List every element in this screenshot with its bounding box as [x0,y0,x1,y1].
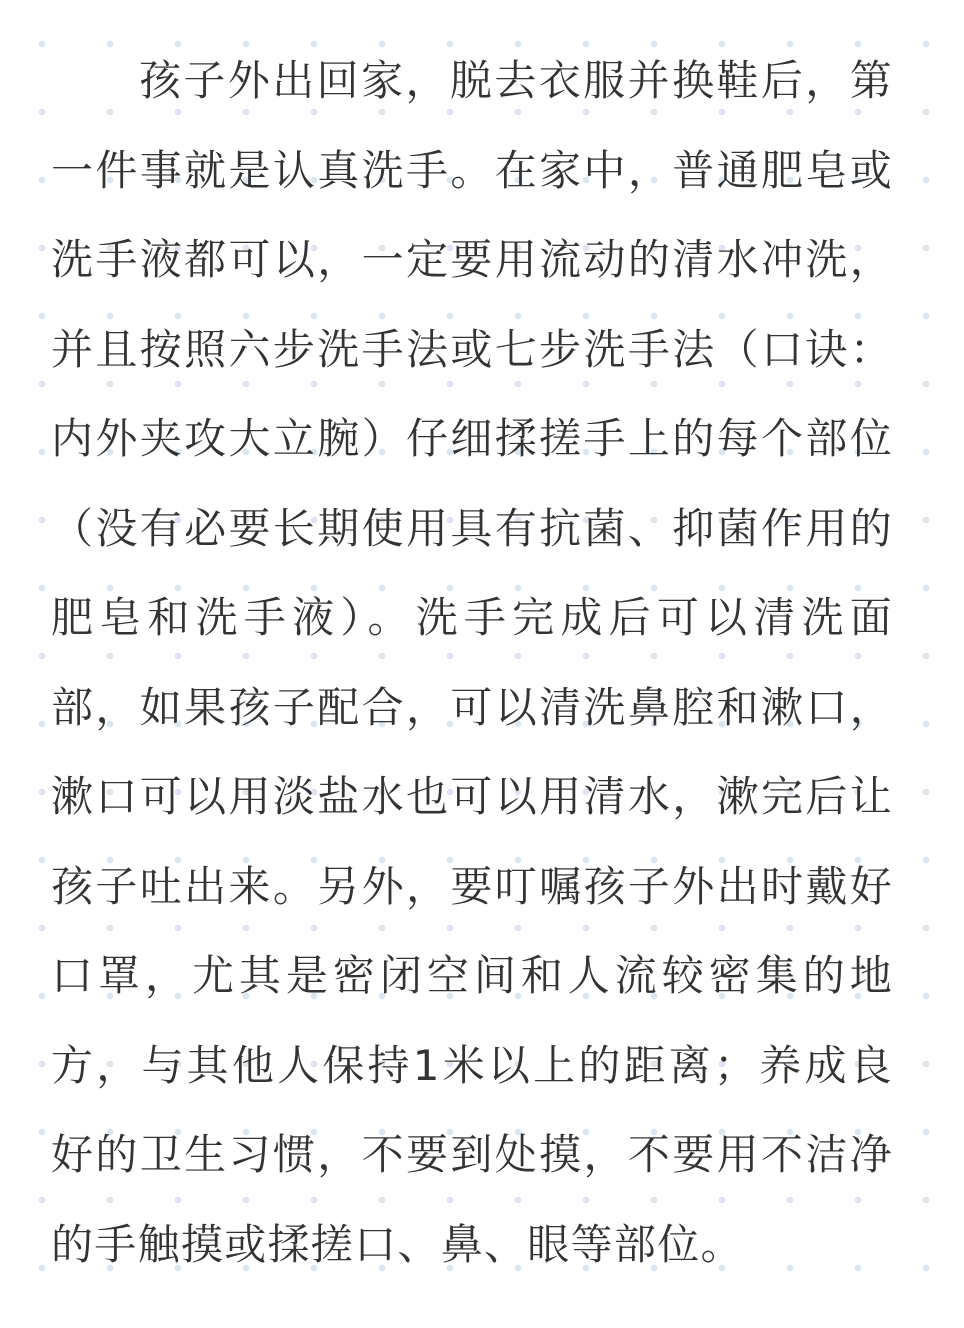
article-body [51,36,893,1289]
article-paragraph: 孩子外出回家，脱去衣服并换鞋后，第一件事就是认真洗手。在家中，普通肥皂或洗手液都可以，一定要用流动的清水冲洗，并且按照六步洗手法或七步洗手法（口诀：内外夹攻大立腕）仔细揉搓手上的每个部位（没有必要长期使用具有抗菌、抑菌作用的肥皂和洗手液）。洗手完成后可以清洗面部，如果孩子配合，可以清洗鼻腔和漱口，漱口可以用淡盐水也可以用清水，漱完后让孩子吐出来。另外，要叮嘱孩子外出时戴好口罩，尤其是密闭空间和人流较密集的地方，与其他人保持1米以上的距离；养成良好的卫生习惯，不要到处摸，不要用不洁净的手触摸或揉搓口、鼻、眼等部位。 [51,56,893,1269]
